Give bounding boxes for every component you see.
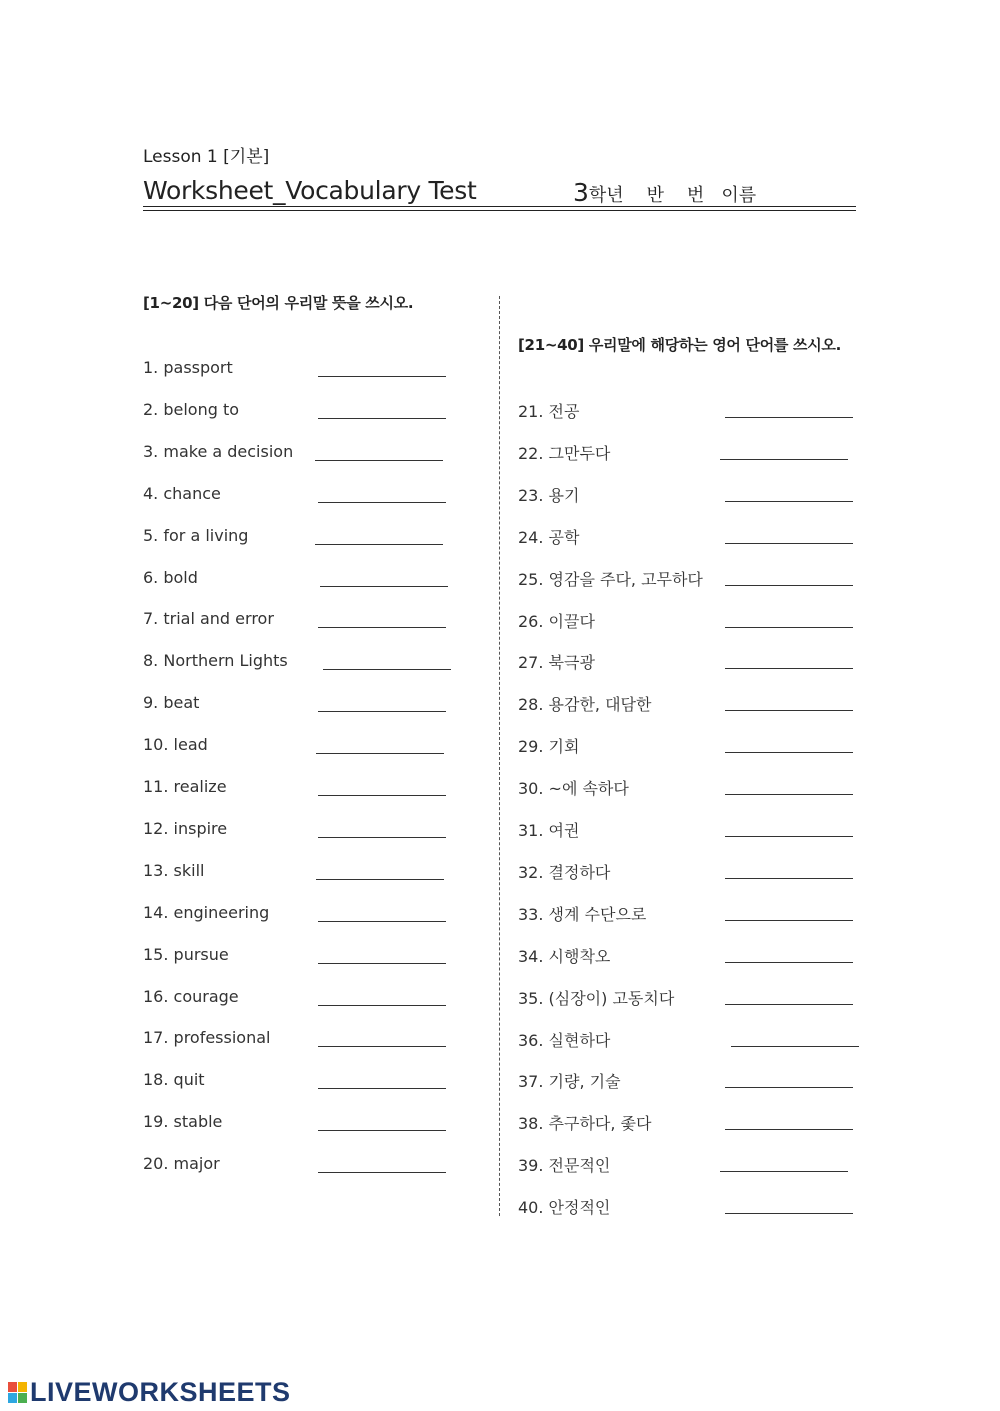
question-text: 17. professional: [143, 1028, 271, 1048]
answer-blank[interactable]: [318, 1088, 446, 1089]
question-text: 13. skill: [143, 860, 205, 880]
answer-blank[interactable]: [318, 921, 446, 922]
answer-blank[interactable]: [725, 501, 853, 502]
question-text: 3. make a decision: [143, 441, 294, 461]
question-text: 1. passport: [143, 358, 233, 377]
answer-blank[interactable]: [720, 459, 848, 460]
header-rule-top: [143, 206, 856, 207]
question-text: 37. 기량, 기술: [518, 1072, 621, 1092]
question-text: 6. bold: [143, 567, 198, 587]
student-info: [573, 178, 756, 207]
answer-blank[interactable]: [725, 1087, 853, 1088]
answer-blank[interactable]: [725, 878, 853, 879]
answer-blank[interactable]: [323, 669, 451, 670]
answer-blank[interactable]: [318, 1172, 446, 1173]
question-text: 7. trial and error: [143, 609, 274, 629]
question-text: 21. 전공: [518, 402, 580, 421]
answer-blank[interactable]: [318, 418, 446, 419]
question-text: 29. 기회: [518, 737, 580, 757]
student-info-labels: 학년 반 번 이름: [588, 185, 757, 206]
answer-blank[interactable]: [318, 837, 446, 838]
question-text: 34. 시행착오: [518, 946, 611, 966]
answer-blank[interactable]: [318, 502, 446, 503]
lesson-label: Lesson 1 [기본]: [143, 147, 270, 167]
answer-blank[interactable]: [318, 1130, 446, 1131]
question-text: 33. 생계 수단으로: [518, 904, 647, 924]
question-text: 27. 북극광: [518, 653, 595, 673]
answer-blank[interactable]: [725, 752, 853, 753]
right-instruction: [21~40] 우리말에 해당하는 영어 단어를 쓰시오.: [518, 336, 841, 354]
question-text: 12. inspire: [143, 818, 228, 838]
header-rule-bottom: [143, 210, 856, 211]
answer-blank[interactable]: [318, 711, 446, 712]
question-text: 19. stable: [143, 1112, 223, 1132]
worksheet-title: Worksheet_Vocabulary Test: [143, 176, 477, 205]
liveworksheets-brand: LIVEWORKSHEETS: [30, 1377, 291, 1407]
answer-blank[interactable]: [720, 1171, 848, 1172]
question-text: 40. 안정적인: [518, 1198, 611, 1218]
question-text: 2. belong to: [143, 399, 240, 419]
answer-blank[interactable]: [725, 543, 853, 544]
answer-blank[interactable]: [318, 627, 446, 628]
question-text: 10. lead: [143, 735, 208, 755]
answer-blank[interactable]: [725, 585, 853, 586]
answer-blank[interactable]: [318, 795, 446, 796]
question-text: 24. 공학: [518, 527, 580, 547]
answer-blank[interactable]: [318, 963, 446, 964]
question-text: 28. 용감한, 대담한: [518, 695, 652, 715]
question-text: 31. 여권: [518, 821, 580, 840]
question-text: 18. quit: [143, 1070, 205, 1090]
column-divider: [499, 296, 500, 1216]
answer-blank[interactable]: [725, 1213, 853, 1214]
answer-blank[interactable]: [320, 586, 448, 587]
question-text: 39. 전문적인: [518, 1156, 611, 1176]
question-text: 15. pursue: [143, 944, 229, 964]
question-text: 11. realize: [143, 777, 227, 796]
liveworksheets-logo-icon: [8, 1382, 28, 1404]
answer-blank[interactable]: [725, 1129, 853, 1130]
question-text: 35. (심장이) 고동치다: [518, 988, 675, 1008]
question-text: 25. 영감을 주다, 고무하다: [518, 569, 703, 589]
question-text: 4. chance: [143, 483, 221, 503]
question-text: 9. beat: [143, 693, 200, 713]
answer-blank[interactable]: [725, 417, 853, 418]
question-text: 26. 이끌다: [518, 611, 595, 631]
answer-blank[interactable]: [725, 668, 853, 669]
answer-blank[interactable]: [318, 376, 446, 377]
question-text: 36. 실현하다: [518, 1030, 611, 1050]
answer-blank[interactable]: [731, 1046, 859, 1047]
answer-blank[interactable]: [725, 962, 853, 963]
question-text: 38. 추구하다, 좇다: [518, 1114, 652, 1134]
answer-blank[interactable]: [725, 627, 853, 628]
question-text: 5. for a living: [143, 525, 249, 545]
answer-blank[interactable]: [316, 753, 444, 754]
question-text: 20. major: [143, 1154, 220, 1174]
answer-blank[interactable]: [316, 879, 444, 880]
answer-blank[interactable]: [725, 710, 853, 711]
question-text: 23. 용기: [518, 485, 580, 505]
answer-blank[interactable]: [315, 544, 443, 545]
answer-blank[interactable]: [725, 794, 853, 795]
left-instruction: [1~20] 다음 단어의 우리말 뜻을 쓰시오.: [143, 294, 414, 312]
answer-blank[interactable]: [315, 460, 443, 461]
question-text: 32. 결정하다: [518, 862, 611, 882]
grade-number: 3: [573, 178, 589, 207]
answer-blank[interactable]: [725, 1004, 853, 1005]
question-text: 14. engineering: [143, 902, 270, 922]
answer-blank[interactable]: [318, 1005, 446, 1006]
question-text: 16. courage: [143, 986, 239, 1006]
question-text: 30. ~에 속하다: [518, 779, 629, 799]
answer-blank[interactable]: [318, 1046, 446, 1047]
answer-blank[interactable]: [725, 836, 853, 837]
question-text: 22. 그만두다: [518, 443, 611, 463]
question-text: 8. Northern Lights: [143, 651, 288, 671]
answer-blank[interactable]: [725, 920, 853, 921]
